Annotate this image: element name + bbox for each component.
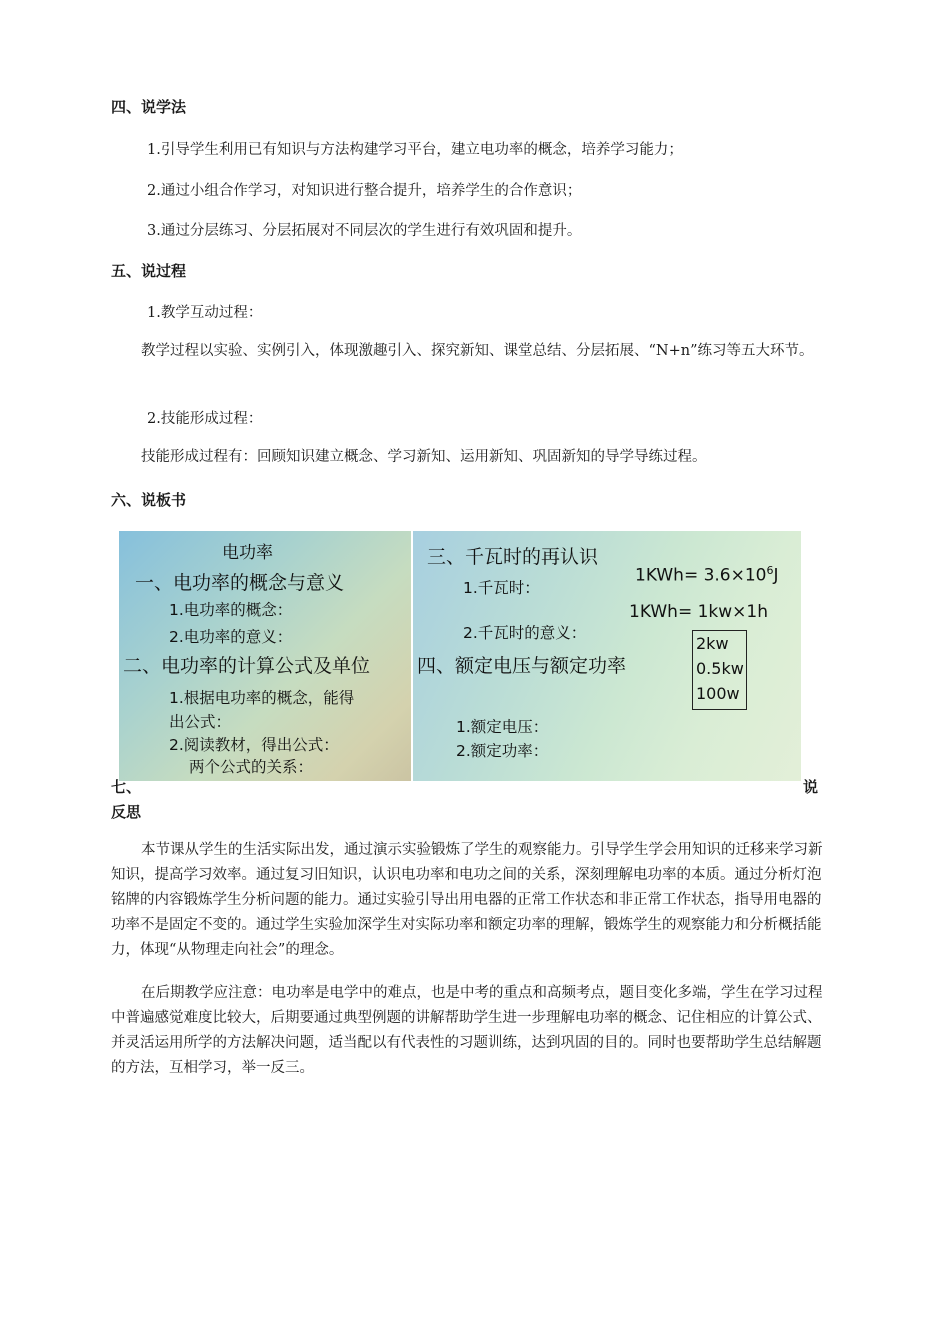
equation-main: 1KWh= 3.6×10 bbox=[635, 565, 767, 586]
paragraph: 教学过程以实验、实例引入，体现激趣引入、探究新知、课堂总结、分层拓展、“N+n”练习等五大环节。 bbox=[141, 343, 814, 359]
board-line: 两个公式的关系： bbox=[189, 758, 314, 776]
board-title: 电功率 bbox=[222, 543, 273, 563]
board-panel-left bbox=[119, 531, 411, 781]
board-line: 2.电功率的意义： bbox=[169, 628, 293, 646]
board-equation: 1KWh= 1kw×1h bbox=[629, 602, 768, 622]
board-line: 三、千瓦时的再认识 bbox=[427, 546, 599, 568]
board-line: 二、电功率的计算公式及单位 bbox=[123, 655, 371, 677]
board-panel-right bbox=[413, 531, 801, 781]
sub-heading: 1.教学互动过程： bbox=[147, 305, 263, 321]
section-heading-reflection-right: 说 bbox=[803, 778, 819, 796]
board-line: 出公式： bbox=[169, 713, 232, 731]
section-heading-blackboard: 六、说板书 bbox=[111, 491, 187, 509]
board-line: 1.电功率的概念： bbox=[169, 601, 293, 619]
section-heading-process: 五、说过程 bbox=[111, 262, 187, 280]
board-line: 四、额定电压与额定功率 bbox=[417, 655, 627, 677]
equation-unit: J bbox=[773, 565, 779, 586]
section-heading-reflection-cont: 反思 bbox=[111, 803, 142, 821]
power-value: 2kw bbox=[696, 634, 729, 653]
section-heading-study-method: 四、说学法 bbox=[111, 98, 187, 116]
section-heading-reflection-left: 七、 bbox=[111, 778, 142, 796]
board-line: 2.千瓦时的意义： bbox=[463, 624, 587, 642]
board-equation bbox=[635, 564, 779, 586]
board-line: 2.额定功率： bbox=[456, 742, 549, 760]
equation-exponent: 6 bbox=[766, 564, 774, 577]
list-item: 1.引导学生利用已有知识与方法构建学习平台，建立电功率的概念，培养学习能力； bbox=[147, 142, 683, 158]
power-values-box bbox=[692, 630, 747, 710]
power-value: 100w bbox=[696, 684, 740, 703]
board-line: 2.阅读教材，得出公式： bbox=[169, 736, 339, 754]
board-line: 1.额定电压： bbox=[456, 718, 549, 736]
list-item: 3.通过分层练习、分层拓展对不同层次的学生进行有效巩固和提升。 bbox=[147, 223, 582, 239]
paragraph: 技能形成过程有：回顾知识建立概念、学习新知、运用新知、巩固新知的导学导练过程。 bbox=[141, 449, 707, 465]
board-line: 1.根据电功率的概念，能得 bbox=[169, 689, 355, 707]
board-line: 一、电功率的概念与意义 bbox=[135, 572, 345, 594]
power-value: 0.5kw bbox=[696, 659, 744, 678]
sub-heading: 2.技能形成过程： bbox=[147, 411, 263, 427]
list-item: 2.通过小组合作学习，对知识进行整合提升，培养学生的合作意识； bbox=[147, 183, 582, 199]
paragraph: 在后期教学应注意：电功率是电学中的难点，也是中考的重点和高频考点，题目变化多端，学生在学习过程中普遍感觉难度比较大，后期要通过典型例题的讲解帮助学生进一步理解电功率的概念、记住相应的计算公式、并灵活运用所学的方法解决问题，适当配以有代表性的习题训练，达到巩固的目的。同时也要帮助学生总结解题的方法，互相学习，举一反三。 bbox=[111, 985, 823, 1076]
paragraph: 本节课从学生的生活实际出发，通过演示实验锻炼了学生的观察能力。引导学生学会用知识的迁移来学习新知识，提高学习效率。通过复习旧知识，认识电功率和电功之间的关系，深刻理解电功率的本质。通过分析灯泡铭牌的内容锻炼学生分析问题的能力。通过实验引导出用电器的正常工作状态和非正常工作状态，指导用电器的功率不是固定不变的。通过学生实验加深学生对实际功率和额定功率的理解，锻炼学生的观察能力和分析概括能力，体现“从物理走向社会”的理念。 bbox=[111, 842, 823, 958]
board-line: 1.千瓦时： bbox=[463, 579, 540, 597]
